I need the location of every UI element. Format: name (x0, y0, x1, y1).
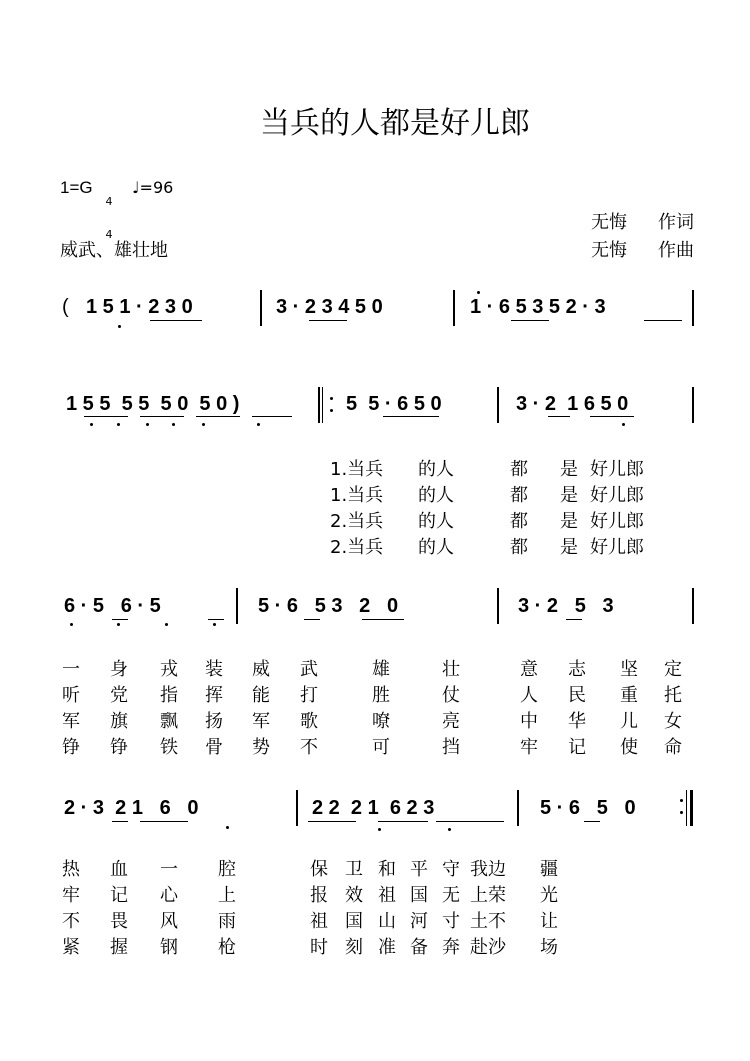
lyric-syllable: 武 (300, 659, 318, 680)
lyric-syllable: 是 (560, 485, 578, 506)
row2-measure-1: 1 5 5 5 5 5 0 5 0 ) (66, 393, 240, 415)
lyric-syllable: 的人 (418, 485, 454, 506)
lyric-syllable: 雄 (372, 659, 390, 680)
underline (112, 619, 128, 620)
lyric-syllable: 好儿郎 (590, 459, 644, 480)
lyric-syllable: 能 (252, 685, 270, 706)
tempo-marking (132, 178, 173, 197)
barline (692, 588, 694, 624)
lyric-syllable: 威 (252, 659, 270, 680)
underline (590, 416, 634, 417)
underline (304, 619, 320, 620)
lyric-syllable: 是 (560, 511, 578, 532)
lyric-syllable: 牢 (62, 885, 80, 906)
lyric-syllable: 我边 (470, 859, 506, 880)
end-repeat-barline-thin (686, 790, 687, 826)
time-signature-top: 4 (105, 195, 113, 208)
repeat-dot (680, 811, 683, 814)
low-octave-dot (622, 423, 625, 426)
lyric-syllable: 女 (664, 711, 682, 732)
lyric-syllable: 河 (410, 911, 428, 932)
lyric-syllable: 心 (160, 885, 178, 906)
lyricist-name: 无悔 (591, 212, 627, 233)
row3-measure-2: 5 · 6 5 3 2 0 (258, 595, 399, 617)
lyric-syllable: 胜 (372, 685, 390, 706)
low-octave-dot (448, 828, 451, 831)
quarter-note-icon: ♩ (132, 178, 140, 197)
underline (140, 821, 188, 822)
lyric-syllable: 祖 (310, 911, 328, 932)
lyric-syllable: 山 (378, 911, 396, 932)
lyric-syllable: 国 (345, 911, 363, 932)
lyric-syllable: 意 (520, 659, 538, 680)
underline (208, 619, 224, 620)
repeat-barline-thick (318, 387, 320, 423)
lyric-syllable: 热 (62, 859, 80, 880)
lyric-syllable: 铮 (110, 737, 128, 758)
lyric-syllable: 嘹 (372, 711, 390, 732)
lyric-syllable: 儿 (620, 711, 638, 732)
row4-measure-1: 2 · 3 2 1 6 0 (64, 797, 199, 819)
tempo-value: =96 (139, 178, 174, 197)
barline (517, 790, 519, 826)
row4-measure-2: 2 2 2 1 6 2 3 (312, 797, 435, 819)
lyricist-role: 作词 (658, 212, 694, 233)
lyric-syllable: 势 (252, 737, 270, 758)
high-octave-dot (477, 291, 480, 294)
row3-measure-3: 3 · 2 5 3 (518, 595, 614, 617)
lyric-syllable: 效 (345, 885, 363, 906)
lyric-syllable: 不 (300, 737, 318, 758)
lyric-syllable: 是 (560, 459, 578, 480)
barline (296, 790, 298, 826)
mood-marking: 威武、雄壮地 (60, 240, 168, 261)
lyric-syllable: 寸 (442, 911, 460, 932)
underline (548, 416, 570, 417)
lyric-syllable: 都 (510, 485, 528, 506)
low-octave-dot (172, 423, 175, 426)
paren-open: ( (62, 296, 69, 318)
underline (362, 619, 404, 620)
lyric-syllable: 亮 (442, 711, 460, 732)
underline (308, 821, 356, 822)
lyric-syllable: 土不 (470, 911, 506, 932)
lyric-syllable: 腔 (218, 859, 236, 880)
lyric-syllable: 坚 (620, 659, 638, 680)
low-octave-dot (117, 423, 120, 426)
lyric-syllable: 时 (310, 937, 328, 958)
low-octave-dot (90, 423, 93, 426)
lyric-syllable: 一 (160, 859, 178, 880)
lyric-syllable: 骨 (205, 737, 223, 758)
barline (453, 290, 455, 326)
key-signature: 1=G (60, 178, 93, 197)
lyric-syllable: 2.当兵 (330, 511, 384, 532)
lyric-syllable: 是 (560, 537, 578, 558)
barline (236, 588, 238, 624)
lyric-syllable: 好儿郎 (590, 537, 644, 558)
lyric-syllable: 保 (310, 859, 328, 880)
row2-measure-2: 5 5 · 6 5 0 (346, 393, 442, 415)
lyric-syllable: 旗 (110, 711, 128, 732)
lyric-syllable: 刻 (345, 937, 363, 958)
underline (150, 320, 202, 321)
lyric-syllable: 平 (410, 859, 428, 880)
lyric-syllable: 疆 (540, 859, 558, 880)
lyric-syllable: 祖 (378, 885, 396, 906)
lyric-syllable: 的人 (418, 537, 454, 558)
underline (84, 416, 128, 417)
low-octave-dot (257, 423, 260, 426)
row1-measure-2: 3 · 2 3 4 5 0 (276, 296, 383, 318)
lyric-syllable: 不 (62, 911, 80, 932)
lyric-syllable: 定 (664, 659, 682, 680)
row3-measure-1: 6 · 5 6 · 5 (64, 595, 161, 617)
song-title: 当兵的人都是好儿郎 (260, 106, 530, 141)
lyric-syllable: 歌 (300, 711, 318, 732)
row2-measure-3: 3 · 2 1 6 5 0 (516, 393, 629, 415)
lyric-syllable: 飘 (160, 711, 178, 732)
lyric-syllable: 守 (442, 859, 460, 880)
lyric-syllable: 握 (110, 937, 128, 958)
row4-measure-3: 5 · 6 5 0 (540, 797, 636, 819)
lyric-syllable: 壮 (442, 659, 460, 680)
lyric-syllable: 铮 (62, 737, 80, 758)
lyric-syllable: 好儿郎 (590, 485, 644, 506)
low-octave-dot (146, 423, 149, 426)
lyric-syllable: 党 (110, 685, 128, 706)
lyric-syllable: 都 (510, 511, 528, 532)
low-octave-dot (165, 623, 168, 626)
lyric-syllable: 民 (568, 685, 586, 706)
lyric-syllable: 都 (510, 537, 528, 558)
barline (260, 290, 262, 326)
lyric-syllable: 军 (62, 711, 80, 732)
lyric-syllable: 命 (664, 737, 682, 758)
underline (436, 821, 504, 822)
lyric-syllable: 的人 (418, 459, 454, 480)
lyric-syllable: 铁 (160, 737, 178, 758)
lyric-syllable: 的人 (418, 511, 454, 532)
composer-role: 作曲 (658, 240, 694, 261)
underline (644, 320, 682, 321)
lyric-syllable: 上荣 (470, 885, 506, 906)
lyric-syllable: 挡 (442, 737, 460, 758)
barline (692, 387, 694, 423)
lyric-syllable: 记 (110, 885, 128, 906)
row1-measure-3: 1 · 6 5 3 5 2 · 3 (470, 296, 606, 318)
lyric-syllable: 好儿郎 (590, 511, 644, 532)
lyric-syllable: 上 (218, 885, 236, 906)
lyric-syllable: 风 (160, 911, 178, 932)
lyric-syllable: 卫 (345, 859, 363, 880)
lyric-syllable: 雨 (218, 911, 236, 932)
lyric-syllable: 赴沙 (470, 937, 506, 958)
low-octave-dot (70, 623, 73, 626)
underline (196, 416, 240, 417)
end-repeat-barline-thick (690, 790, 693, 826)
lyric-syllable: 华 (568, 711, 586, 732)
lyric-syllable: 戎 (160, 659, 178, 680)
low-octave-dot (118, 325, 121, 328)
low-octave-dot (202, 423, 205, 426)
underline (378, 821, 428, 822)
lyric-syllable: 扬 (205, 711, 223, 732)
repeat-dot (680, 799, 683, 802)
barline (497, 387, 499, 423)
lyric-syllable: 重 (620, 685, 638, 706)
repeat-dot (330, 409, 333, 412)
lyric-syllable: 托 (664, 685, 682, 706)
lyric-syllable: 1.当兵 (330, 459, 384, 480)
lyric-syllable: 挥 (205, 685, 223, 706)
lyric-syllable: 钢 (160, 937, 178, 958)
lyric-syllable: 无 (442, 885, 460, 906)
lyric-syllable: 都 (510, 459, 528, 480)
lyric-syllable: 可 (372, 737, 390, 758)
lyric-syllable: 报 (310, 885, 328, 906)
lyric-syllable: 场 (540, 937, 558, 958)
lyric-syllable: 牢 (520, 737, 538, 758)
lyric-syllable: 1.当兵 (330, 485, 384, 506)
low-octave-dot (213, 623, 216, 626)
underline (140, 416, 184, 417)
underline (383, 416, 439, 417)
barline (692, 290, 694, 326)
row1-measure-1: 1 5 1 · 2 3 0 (86, 296, 193, 318)
low-octave-dot (378, 828, 381, 831)
lyric-syllable: 让 (540, 911, 558, 932)
lyric-syllable: 指 (160, 685, 178, 706)
lyric-syllable: 志 (568, 659, 586, 680)
lyric-syllable: 血 (110, 859, 128, 880)
low-octave-dot (117, 623, 120, 626)
lyric-syllable: 准 (378, 937, 396, 958)
composer-name: 无悔 (591, 240, 627, 261)
lyric-syllable: 紧 (62, 937, 80, 958)
underline (584, 821, 600, 822)
underline (112, 821, 128, 822)
lyric-syllable: 仗 (442, 685, 460, 706)
time-signature-bottom: 4 (105, 228, 113, 241)
lyric-syllable: 听 (62, 685, 80, 706)
lyric-syllable: 军 (252, 711, 270, 732)
low-octave-dot (226, 826, 229, 829)
lyric-syllable: 枪 (218, 937, 236, 958)
barline (497, 588, 499, 624)
repeat-dot (330, 397, 333, 400)
underline (566, 619, 582, 620)
lyric-syllable: 光 (540, 885, 558, 906)
repeat-barline-thin (322, 387, 323, 423)
lyric-syllable: 记 (568, 737, 586, 758)
lyric-syllable: 和 (378, 859, 396, 880)
lyric-syllable: 中 (520, 711, 538, 732)
lyric-syllable: 畏 (110, 911, 128, 932)
lyric-syllable: 一 (62, 659, 80, 680)
underline (511, 320, 549, 321)
lyric-syllable: 装 (205, 659, 223, 680)
lyric-syllable: 国 (410, 885, 428, 906)
lyric-syllable: 奔 (442, 937, 460, 958)
underline (252, 416, 292, 417)
lyric-syllable: 打 (300, 685, 318, 706)
lyric-syllable: 身 (110, 659, 128, 680)
lyric-syllable: 2.当兵 (330, 537, 384, 558)
lyric-syllable: 人 (520, 685, 538, 706)
lyric-syllable: 使 (620, 737, 638, 758)
lyric-syllable: 备 (410, 937, 428, 958)
underline (309, 320, 347, 321)
